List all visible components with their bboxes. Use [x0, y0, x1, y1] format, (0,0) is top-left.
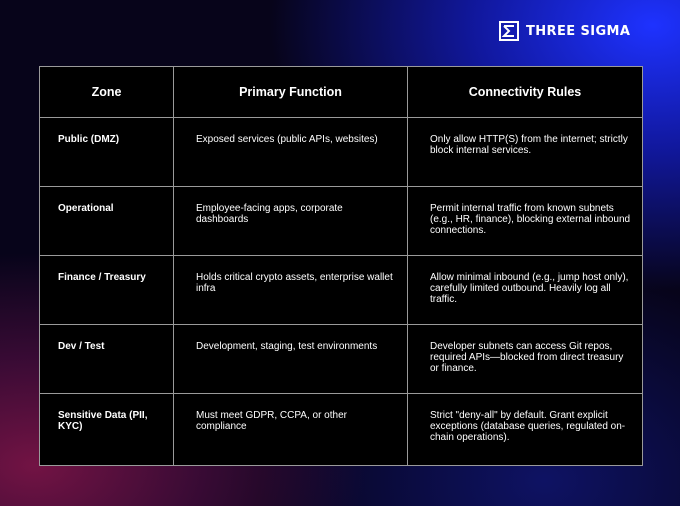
function-cell: Employee-facing apps, corporate dashboards — [174, 187, 408, 256]
rules-cell: Allow minimal inbound (e.g., jump host only), carefully limited outbound. Heavily log all traffic. — [408, 256, 643, 325]
rules-cell: Permit internal traffic from known subnets (e.g., HR, finance), blocking external inbound connections. — [408, 187, 643, 256]
table-row — [40, 256, 643, 325]
table-row — [40, 394, 643, 466]
table-row — [40, 325, 643, 394]
column-header-primary-function: Primary Function — [174, 67, 408, 118]
three-sigma-logo-icon — [499, 21, 519, 41]
rules-cell: Only allow HTTP(S) from the internet; strictly block internal services. — [408, 118, 643, 187]
table-header-row — [40, 67, 643, 118]
function-cell: Must meet GDPR, CCPA, or other compliance — [174, 394, 408, 466]
function-cell: Holds critical crypto assets, enterprise wallet infra — [174, 256, 408, 325]
zone-cell: Sensitive Data (PII, KYC) — [40, 394, 174, 466]
function-cell: Development, staging, test environments — [174, 325, 408, 394]
function-cell: Exposed services (public APIs, websites) — [174, 118, 408, 187]
table-row — [40, 187, 643, 256]
column-header-zone: Zone — [40, 67, 174, 118]
zone-cell: Dev / Test — [40, 325, 174, 394]
rules-cell: Developer subnets can access Git repos, required APIs—blocked from direct treasury or finance. — [408, 325, 643, 394]
zone-cell: Finance / Treasury — [40, 256, 174, 325]
zone-cell: Public (DMZ) — [40, 118, 174, 187]
brand-name: THREE SIGMA — [526, 23, 631, 39]
brand-logo — [499, 21, 630, 41]
zone-cell: Operational — [40, 187, 174, 256]
rules-cell: Strict "deny-all" by default. Grant explicit exceptions (database queries, regulated on-chain operations). — [408, 394, 643, 466]
table-row — [40, 118, 643, 187]
network-zones-table — [39, 66, 643, 466]
column-header-connectivity-rules: Connectivity Rules — [408, 67, 643, 118]
